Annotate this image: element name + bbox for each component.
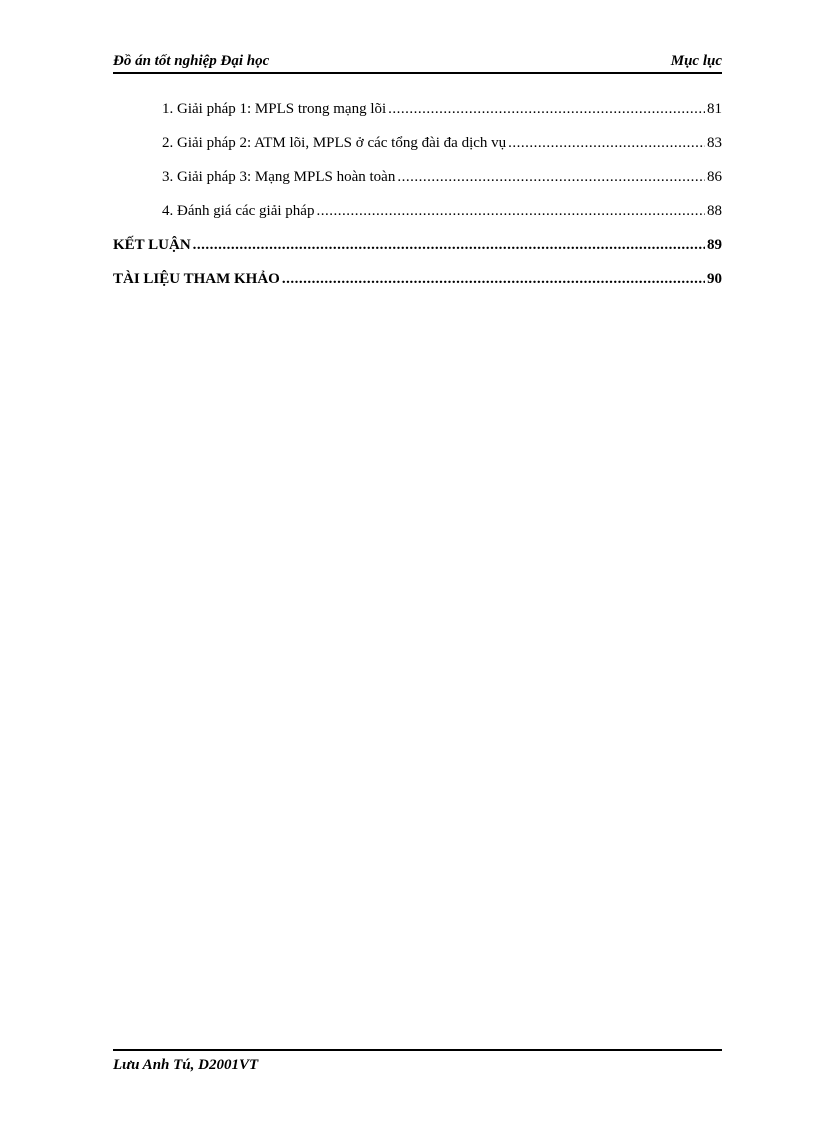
toc-entry-page: 90 <box>707 271 722 287</box>
toc-dot-leader <box>388 98 705 120</box>
toc-entry[interactable] <box>113 166 722 200</box>
toc-entry-title: 4. Đánh giá các giải pháp <box>162 203 315 219</box>
header-section-title: Mục lục <box>670 53 722 69</box>
toc-entry-page: 88 <box>707 203 722 219</box>
footer-author: Lưu Anh Tú, D2001VT <box>113 1057 259 1073</box>
page-footer <box>113 1049 722 1074</box>
toc-entry[interactable] <box>113 98 722 132</box>
toc-dot-leader <box>193 234 705 256</box>
toc-entry[interactable] <box>113 132 722 166</box>
header-document-title: Đồ án tốt nghiệp Đại học <box>113 53 270 69</box>
toc-entry-chapter[interactable] <box>113 268 722 302</box>
toc-entry-title: TÀI LIỆU THAM KHẢO <box>113 271 280 287</box>
table-of-contents <box>113 98 722 302</box>
toc-entry[interactable] <box>113 200 722 234</box>
toc-entry-page: 86 <box>707 169 722 185</box>
toc-entry-page: 81 <box>707 101 722 117</box>
toc-entry-title: 2. Giải pháp 2: ATM lõi, MPLS ở các tổng đài đa dịch vụ <box>162 135 507 151</box>
toc-entry-page: 83 <box>707 135 722 151</box>
toc-entry-title: KẾT LUẬN <box>113 237 191 253</box>
toc-entry-page: 89 <box>707 237 722 253</box>
toc-entry-title: 3. Giải pháp 3: Mạng MPLS hoàn toàn <box>162 169 396 185</box>
toc-dot-leader <box>282 268 705 290</box>
toc-entry-chapter[interactable] <box>113 234 722 268</box>
toc-dot-leader <box>397 166 705 188</box>
toc-dot-leader <box>316 200 705 222</box>
toc-entry-title: 1. Giải pháp 1: MPLS trong mạng lõi <box>162 101 387 117</box>
toc-dot-leader <box>508 132 705 154</box>
page-header <box>113 52 722 74</box>
